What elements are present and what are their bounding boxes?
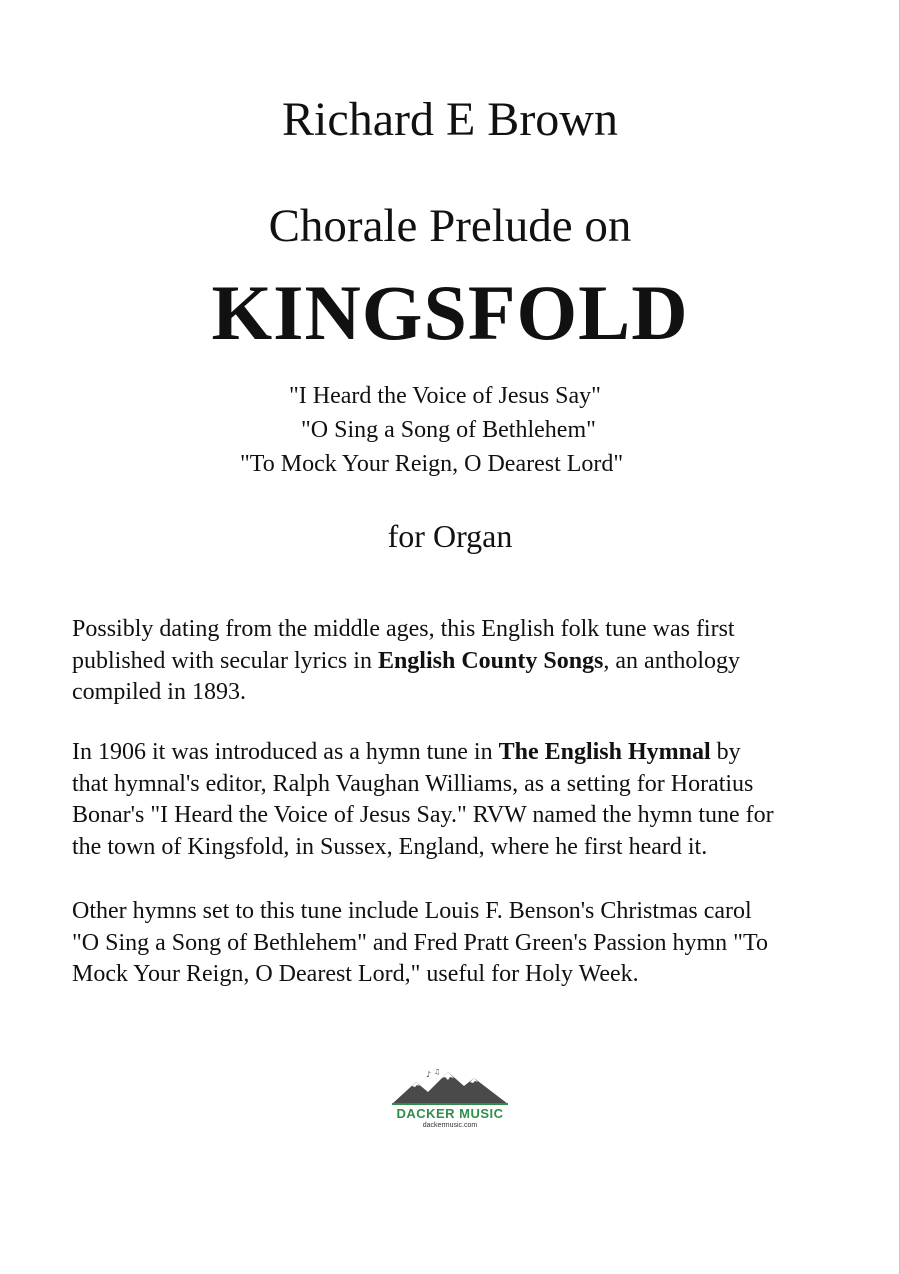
work-title-prefix: Chorale Prelude on: [268, 200, 632, 252]
mountains-icon: [390, 1068, 510, 1106]
composer-name: Richard E Brown: [282, 93, 618, 146]
text-line: [72, 737, 872, 769]
text-line: [72, 646, 872, 678]
text-line: "O Sing a Song of Bethlehem" and Fred Pratt Green's Passion hymn "To: [72, 929, 768, 956]
text-line: the town of Kingsfold, in Sussex, England, where he first heard it.: [72, 833, 708, 860]
text-run: published with secular lyrics in: [72, 647, 378, 674]
text-run: by: [710, 739, 741, 765]
text-line: Possibly dating from the middle ages, this English folk tune was first: [72, 616, 735, 642]
notes-paragraph: [72, 614, 872, 709]
text-line: that hymnal's editor, Ralph Vaughan Williams, as a setting for Horatius: [72, 770, 754, 797]
source-title: The English Hymnal: [498, 739, 711, 765]
notes-paragraph: [72, 896, 872, 991]
text-line: compiled in 1893.: [72, 679, 246, 705]
text-line: Mock Your Reign, O Dearest Lord," useful for Holy Week.: [72, 961, 639, 987]
hymn-title: "To Mock Your Reign, O Dearest Lord": [240, 451, 624, 477]
hymn-title: "I Heard the Voice of Jesus Say": [289, 383, 601, 409]
publisher-url: dackermusic.com: [422, 1122, 478, 1129]
text-line: Bonar's "I Heard the Voice of Jesus Say." RVW named the hymn tune for: [72, 802, 774, 828]
publisher-logo: [380, 1068, 520, 1140]
text-run: , an anthology: [603, 647, 741, 674]
tune-name: KINGSFOLD: [211, 269, 689, 356]
instrumentation: for Organ: [387, 518, 513, 554]
text-line: Other hymns set to this tune include Louis F. Benson's Christmas carol: [72, 898, 752, 924]
source-title: English County Songs: [377, 647, 604, 674]
svg-text:♫: ♫: [434, 1068, 441, 1076]
hymn-title: "O Sing a Song of Bethlehem": [301, 417, 596, 443]
notes-paragraph: [72, 737, 872, 863]
svg-text:♪: ♪: [426, 1070, 432, 1079]
text-run: In 1906 it was introduced as a hymn tune in: [72, 739, 499, 765]
publisher-name: DACKER MUSIC: [396, 1106, 504, 1121]
